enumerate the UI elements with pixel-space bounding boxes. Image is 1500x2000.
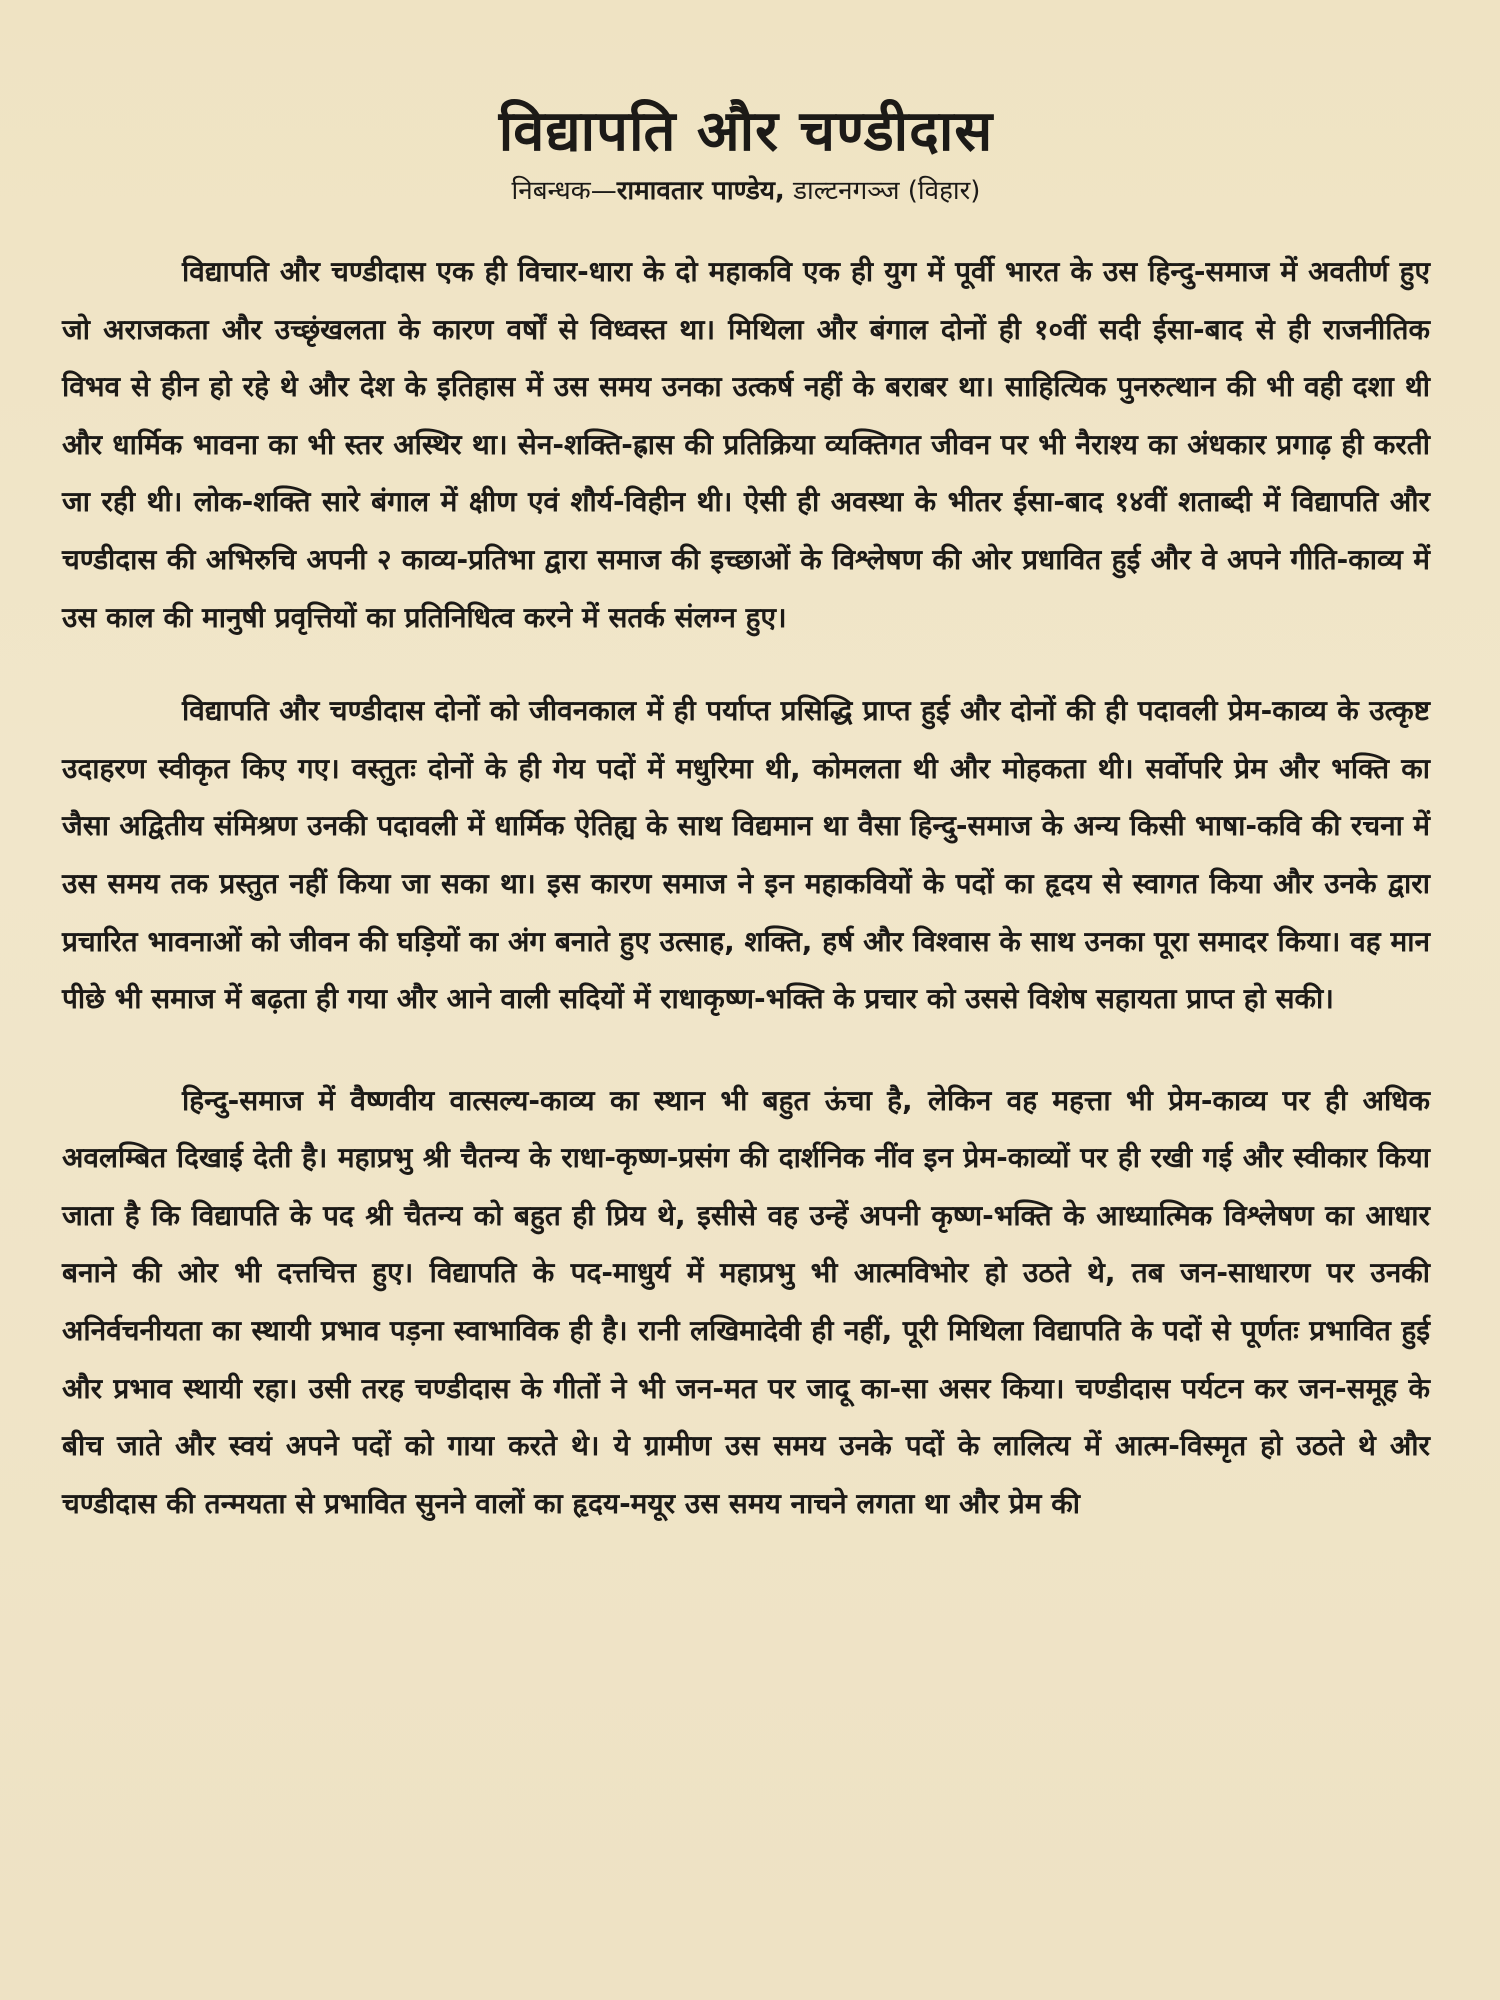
paragraph-3: हिन्दु-समाज में वैष्णवीय वात्सल्य-काव्य का स्थान भी बहुत ऊंचा है, लेकिन वह महत्ता भी प्रेम-काव्य पर ही अधिक अवलम्बित दिखाई देती है। महाप्रभु श्री चैतन्य के राधा-कृष्ण-प्रसंग की दार्शनिक नींव इन प्रेम-काव्यों पर ही रखी गई और स्वीकार किया जाता है कि विद्यापति के पद श्री चैतन्य को बहुत ही प्रिय थे, इसीसे वह उन्हें अपनी कृष्ण-भक्ति के आध्यात्मिक विश्लेषण का आधार बनाने की ओर भी दत्तचित्त हुए। विद्यापति के पद-माधुर्य में महाप्रभु भी आत्मविभोर हो उठते थे, तब जन-साधारण पर उनकी अनिर्वचनीयता का स्थायी प्रभाव पड़ना स्वाभाविक ही है। रानी लखिमादेवी ही नहीं, पूरी मिथिला विद्यापति के पदों से पूर्णतः प्रभावित हुई और प्रभाव स्थायी रहा। उसी तरह चण्डीदास के गीतों ने भी जन-मत पर जादू का-सा असर किया। चण्डीदास पर्यटन कर जन-समूह के बीच जाते और स्वयं अपने पदों को गाया करते थे। ये ग्रामीण उस समय उनके पदों के लालित्य में आत्म-विस्मृत हो उठते थे और चण्डीदास की तन्मयता से प्रभावित सुनने वालों का हृदय-मयूर उस समय नाचने लगता था और प्रेम की <box>62 1083 1430 1520</box>
paragraph-2: विद्यापति और चण्डीदास दोनों को जीवनकाल में ही पर्याप्त प्रसिद्धि प्राप्त हुई और दोनों की ही पदावली प्रेम-काव्य के उत्कृष्ट उदाहरण स्वीकृत किए गए। वस्तुतः दोनों के ही गेय पदों में मधुरिमा थी, कोमलता थी और मोहकता थी। सर्वोपरि प्रेम और भक्ति का जैसा अद्वितीय संमिश्रण उनकी पदावली में धार्मिक ऐतिह्य के साथ विद्यमान था वैसा हिन्दु-समाज के अन्य किसी भाषा-कवि की रचना में उस समय तक प्रस्तुत नहीं किया जा सका था। इस कारण समाज ने इन महाकवियों के पदों का हृदय से स्वागत किया और उनके द्वारा प्रचारित भावनाओं को जीवन की घड़ियों का अंग बनाते हुए उत्साह, शक्ति, हर्ष और विश्वास के साथ उनका पूरा समादर किया। वह मान पीछे भी समाज में बढ़ता ही गया और आने वाली सदियों में राधाकृष्ण-भक्ति के प्रचार को उससे विशेष सहायता प्राप्त हो सकी। <box>62 694 1430 1016</box>
byline-prefix: निबन्धक— <box>511 176 617 207</box>
byline <box>62 175 1430 209</box>
author-name: रामावतार पाण्डेय, <box>616 176 785 207</box>
paragraph-1: विद्यापति और चण्डीदास एक ही विचार-धारा के दो महाकवि एक ही युग में पूर्वी भारत के उस हिन्दु-समाज में अवतीर्ण हुए जो अराजकता और उच्छृंखलता के कारण वर्षों से विध्वस्त था। मिथिला और बंगाल दोनों ही १०वीं सदी ईसा-बाद से ही राजनीतिक विभव से हीन हो रहे थे और देश के इतिहास में उस समय उनका उत्कर्ष नहीं के बराबर था। साहित्यिक पुनरुत्थान की भी वही दशा थी और धार्मिक भावना का भी स्तर अस्थिर था। सेन-शक्ति-ह्रास की प्रतिक्रिया व्यक्तिगत जीवन पर भी नैराश्य का अंधकार प्रगाढ़ ही करती जा रही थी। लोक-शक्ति सारे बंगाल में क्षीण एवं शौर्य-विहीन थी। ऐसी ही अवस्था के भीतर ईसा-बाद १४वीं शताब्दी में विद्यापति और चण्डीदास की अभिरुचि अपनी २ काव्य-प्रतिभा द्वारा समाज की इच्छाओं के विश्लेषण की ओर प्रधावित हुई और वे अपने गीति-काव्य में उस काल की मानुषी प्रवृत्तियों का प्रतिनिधित्व करने में सतर्क संलग्न हुए। <box>62 254 1430 634</box>
author-location: डाल्टनगञ्ज (विहार) <box>793 176 981 207</box>
article-title: विद्यापति और चण्डीदास <box>498 99 994 164</box>
